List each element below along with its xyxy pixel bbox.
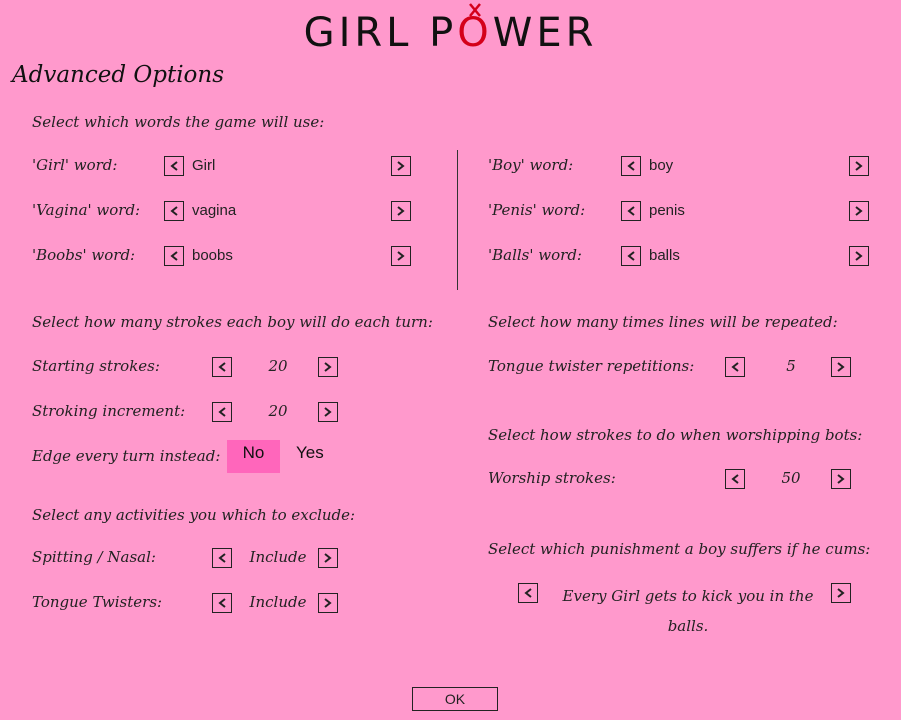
worship-strokes-value: 50 [781, 469, 801, 487]
tongue-twisters-value: Include [249, 593, 307, 611]
title-text-end: WER [492, 10, 598, 56]
vagina-word-value: vagina [192, 202, 237, 219]
chevron-left-icon [524, 588, 532, 598]
boobs-word-next-button[interactable] [391, 246, 411, 266]
ok-button[interactable]: OK [412, 687, 498, 711]
girl-word-prev-button[interactable] [164, 156, 184, 176]
chevron-right-icon [855, 206, 863, 216]
punishment-prev-button[interactable] [518, 583, 538, 603]
stroking-increment-decrease-button[interactable] [212, 402, 232, 422]
chevron-right-icon [837, 474, 845, 484]
spitting-nasal-label: Spitting / Nasal: [32, 548, 156, 566]
chevron-left-icon [170, 251, 178, 261]
edge-yes-button[interactable]: Yes [296, 443, 324, 462]
punishment-prompt: Select which punishment a boy suffers if he cums: [488, 540, 871, 558]
chevron-right-icon [837, 362, 845, 372]
column-divider [457, 150, 458, 290]
edge-no-button[interactable]: No [227, 440, 280, 473]
chevron-left-icon [627, 251, 635, 261]
chevron-left-icon [218, 407, 226, 417]
spitting-nasal-prev-button[interactable] [212, 548, 232, 568]
boy-word-value: boy [649, 157, 674, 174]
worship-strokes-decrease-button[interactable] [725, 469, 745, 489]
worship-strokes-label: Worship strokes: [488, 469, 616, 487]
stroking-increment-value: 20 [268, 402, 288, 420]
stroking-increment-increase-button[interactable] [318, 402, 338, 422]
girl-word-value: Girl [192, 157, 216, 174]
chevron-left-icon [170, 161, 178, 171]
title-text: GIRL P [303, 10, 458, 56]
chevron-right-icon [855, 161, 863, 171]
tongue-twisters-next-button[interactable] [318, 593, 338, 613]
chevron-left-icon [627, 206, 635, 216]
repetitions-increase-button[interactable] [831, 357, 851, 377]
chevron-right-icon [397, 251, 405, 261]
penis-word-next-button[interactable] [849, 201, 869, 221]
chevron-left-icon [627, 161, 635, 171]
repeat-prompt: Select how many times lines will be repeated: [488, 313, 838, 331]
chevron-left-icon [218, 598, 226, 608]
penis-word-value: penis [649, 202, 685, 219]
balls-word-next-button[interactable] [849, 246, 869, 266]
boobs-word-prev-button[interactable] [164, 246, 184, 266]
boobs-word-value: boobs [192, 247, 233, 264]
starting-strokes-value: 20 [268, 357, 288, 375]
chevron-right-icon [324, 598, 332, 608]
chevron-left-icon [218, 362, 226, 372]
girl-word-label: 'Girl' word: [32, 156, 118, 174]
venus-symbol-icon [463, 2, 487, 20]
boy-word-label: 'Boy' word: [488, 156, 574, 174]
chevron-right-icon [855, 251, 863, 261]
venus-o: O [457, 10, 492, 56]
worship-prompt: Select how strokes to do when worshipping bots: [488, 426, 863, 444]
spitting-nasal-next-button[interactable] [318, 548, 338, 568]
tongue-twisters-label: Tongue Twisters: [32, 593, 163, 611]
penis-word-label: 'Penis' word: [488, 201, 586, 219]
strokes-prompt: Select how many strokes each boy will do each turn: [32, 313, 433, 331]
balls-word-label: 'Balls' word: [488, 246, 582, 264]
chevron-right-icon [324, 407, 332, 417]
chevron-right-icon [397, 206, 405, 216]
balls-word-prev-button[interactable] [621, 246, 641, 266]
repetitions-value: 5 [786, 357, 796, 375]
stroking-increment-label: Stroking increment: [32, 402, 186, 420]
tongue-twisters-prev-button[interactable] [212, 593, 232, 613]
vagina-word-prev-button[interactable] [164, 201, 184, 221]
chevron-left-icon [170, 206, 178, 216]
starting-strokes-decrease-button[interactable] [212, 357, 232, 377]
chevron-left-icon [731, 362, 739, 372]
edge-every-turn-label: Edge every turn instead: [32, 447, 221, 465]
words-prompt: Select which words the game will use: [32, 113, 325, 131]
boy-word-prev-button[interactable] [621, 156, 641, 176]
chevron-right-icon [324, 553, 332, 563]
penis-word-prev-button[interactable] [621, 201, 641, 221]
boy-word-next-button[interactable] [849, 156, 869, 176]
vagina-word-label: 'Vagina' word: [32, 201, 141, 219]
starting-strokes-increase-button[interactable] [318, 357, 338, 377]
chevron-left-icon [731, 474, 739, 484]
game-title [0, 10, 901, 56]
page-heading: Advanced Options [12, 62, 225, 88]
exclude-prompt: Select any activities you which to exclude: [32, 506, 356, 524]
tongue-twister-repetitions-label: Tongue twister repetitions: [488, 357, 695, 375]
spitting-nasal-value: Include [249, 548, 307, 566]
starting-strokes-label: Starting strokes: [32, 357, 160, 375]
chevron-left-icon [218, 553, 226, 563]
chevron-right-icon [837, 588, 845, 598]
girl-word-next-button[interactable] [391, 156, 411, 176]
repetitions-decrease-button[interactable] [725, 357, 745, 377]
boobs-word-label: 'Boobs' word: [32, 246, 136, 264]
punishment-value: Every Girl gets to kick you in the balls. [562, 587, 814, 635]
worship-strokes-increase-button[interactable] [831, 469, 851, 489]
punishment-next-button[interactable] [831, 583, 851, 603]
chevron-right-icon [324, 362, 332, 372]
chevron-right-icon [397, 161, 405, 171]
balls-word-value: balls [649, 247, 680, 264]
vagina-word-next-button[interactable] [391, 201, 411, 221]
